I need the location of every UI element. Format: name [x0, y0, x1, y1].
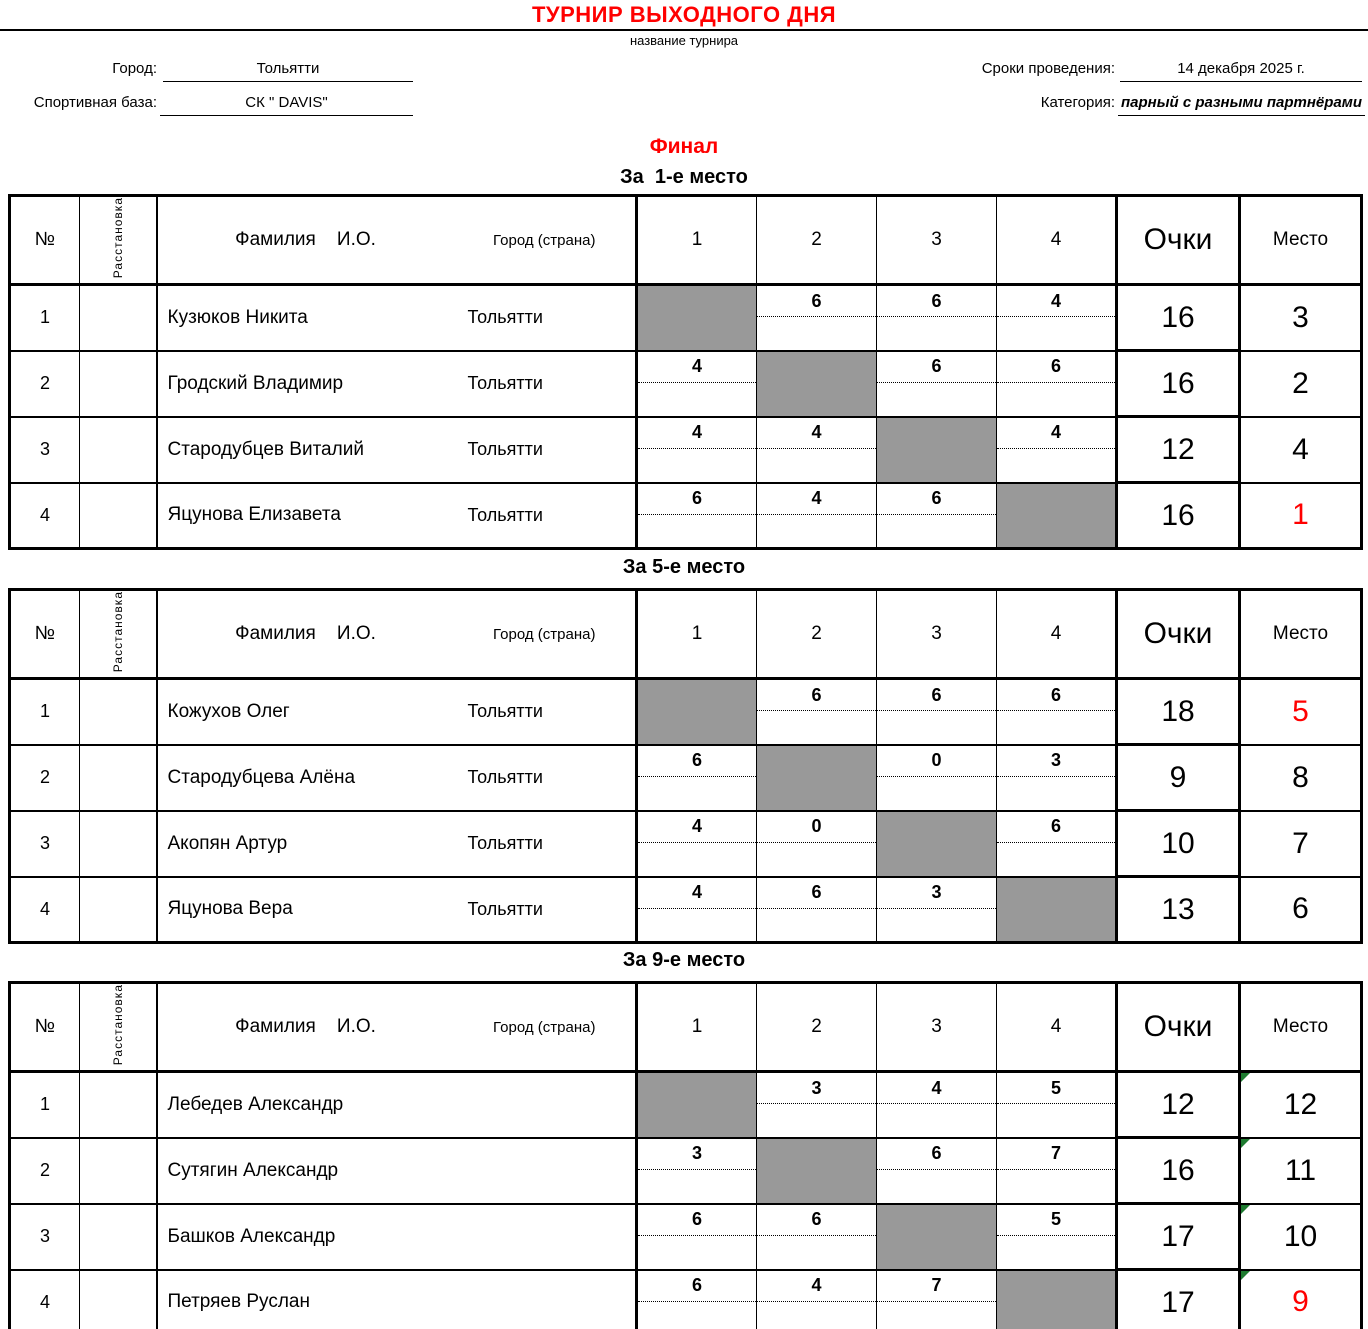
points-cell: 9 [1117, 745, 1240, 811]
diagonal-cell [757, 351, 877, 417]
diagonal-cell [997, 1270, 1117, 1329]
player-row [10, 417, 1362, 483]
place-cell [1240, 1270, 1362, 1329]
score-cell [757, 1072, 877, 1138]
player-name-cell [157, 285, 637, 351]
placement-cell [80, 1204, 157, 1270]
section-title-9th-place: За 9-е место [622, 949, 746, 971]
title-caption: название турнира [629, 33, 739, 48]
score-cell [757, 1204, 877, 1270]
player-name: Лебедев Александр [167, 1093, 344, 1115]
score-value: 4 [638, 352, 756, 383]
score-value: 3 [757, 1073, 876, 1104]
standings-table-9th-place [8, 981, 1363, 1329]
score-cell [637, 745, 757, 811]
score-value: 4 [997, 286, 1115, 317]
points-cell: 17 [1117, 1270, 1240, 1329]
score-cell [997, 1138, 1117, 1204]
score-cell [757, 811, 877, 877]
score-cell [637, 811, 757, 877]
dates-value: 14 декабря 2025 г. [1120, 57, 1362, 82]
player-name: Петряев Руслан [167, 1291, 310, 1313]
place-value: 6 [1292, 892, 1309, 926]
place-cell [1240, 1204, 1362, 1270]
place-value: 5 [1292, 694, 1309, 728]
diagonal-cell [997, 483, 1117, 549]
score-cell [997, 745, 1117, 811]
player-name: Гродский Владимир [167, 372, 344, 394]
score-value: 4 [757, 484, 876, 515]
table-header-row [10, 590, 1362, 679]
place-value: 3 [1292, 300, 1309, 334]
score-cell [637, 1270, 757, 1329]
score-value: 3 [638, 1139, 756, 1170]
section-title-1st-place: За 1-е место [620, 166, 748, 188]
points-cell: 16 [1117, 483, 1240, 549]
score-value: 4 [638, 812, 756, 843]
column-header-name [157, 590, 637, 679]
table-header-row [10, 196, 1362, 285]
player-name: Сутягин Александр [167, 1159, 339, 1181]
column-header-round-1: 1 [637, 590, 757, 679]
category-label: Категория: [1040, 94, 1115, 111]
score-value: 6 [997, 680, 1115, 711]
placement-cell [80, 679, 157, 745]
placement-cell [80, 417, 157, 483]
player-number-cell: 1 [10, 285, 80, 351]
name-header-label: Фамилия И.О. [235, 229, 376, 251]
column-header-number: № [10, 590, 80, 679]
column-header-points: Очки [1117, 196, 1240, 285]
column-header-round-3: 3 [877, 590, 997, 679]
placement-cell [80, 745, 157, 811]
player-number-cell: 1 [10, 1072, 80, 1138]
venue-value: СК " DAVIS" [160, 91, 413, 116]
placement-cell [80, 811, 157, 877]
player-row [10, 1204, 1362, 1270]
score-cell [877, 483, 997, 549]
player-city: Тольятти [467, 504, 543, 525]
player-city: Тольятти [467, 439, 543, 460]
column-header-name [157, 983, 637, 1072]
column-header-name [157, 196, 637, 285]
column-header-placement [80, 983, 157, 1072]
diagonal-cell [757, 1138, 877, 1204]
player-name: Башков Александр [167, 1225, 336, 1247]
score-value: 7 [877, 1271, 996, 1302]
player-number-cell: 2 [10, 745, 80, 811]
column-header-round-3: 3 [877, 983, 997, 1072]
player-name-cell [157, 811, 637, 877]
score-value: 4 [757, 418, 876, 449]
diagonal-cell [637, 1072, 757, 1138]
placement-cell [80, 483, 157, 549]
placement-vertical-label: Расстановка [110, 197, 125, 279]
place-value: 10 [1283, 1219, 1318, 1253]
standings-table-5th-place [8, 588, 1363, 944]
column-header-round-4: 4 [997, 590, 1117, 679]
score-cell [877, 351, 997, 417]
place-cell [1240, 745, 1362, 811]
place-value: 12 [1283, 1087, 1318, 1121]
column-header-number: № [10, 196, 80, 285]
player-row [10, 1138, 1362, 1204]
placement-cell [80, 1138, 157, 1204]
player-row [10, 351, 1362, 417]
score-cell [997, 1072, 1117, 1138]
points-cell: 12 [1117, 1072, 1240, 1138]
place-cell [1240, 285, 1362, 351]
score-value: 6 [877, 352, 996, 383]
player-city: Тольятти [467, 307, 543, 328]
score-value: 5 [997, 1073, 1115, 1104]
player-city: Тольятти [467, 898, 543, 919]
place-cell [1240, 1072, 1362, 1138]
player-name-cell [157, 679, 637, 745]
score-value: 6 [877, 484, 996, 515]
score-value: 0 [757, 812, 876, 843]
placement-cell [80, 877, 157, 943]
place-value: 9 [1292, 1285, 1309, 1319]
column-header-number: № [10, 983, 80, 1072]
player-name: Яцунова Елизавета [167, 504, 341, 526]
player-city: Тольятти [467, 833, 543, 854]
column-header-placement [80, 196, 157, 285]
place-value: 7 [1292, 826, 1309, 860]
column-header-round-3: 3 [877, 196, 997, 285]
player-name-cell [157, 1138, 637, 1204]
column-header-round-2: 2 [757, 590, 877, 679]
score-value: 4 [757, 1271, 876, 1302]
score-value: 0 [877, 746, 996, 777]
standings-table-1st-place [8, 194, 1363, 550]
score-cell [877, 745, 997, 811]
place-cell [1240, 877, 1362, 943]
score-cell [997, 285, 1117, 351]
table-header-row [10, 983, 1362, 1072]
category-value: парный с разными партнёрами [1118, 91, 1365, 116]
player-row [10, 679, 1362, 745]
score-value: 6 [757, 878, 876, 909]
place-value: 1 [1292, 498, 1309, 532]
score-value: 6 [997, 352, 1115, 383]
player-name: Кузюков Никита [167, 306, 308, 328]
diagonal-cell [637, 679, 757, 745]
score-cell [877, 1072, 997, 1138]
score-value: 3 [877, 878, 996, 909]
score-value: 6 [877, 286, 996, 317]
player-number-cell: 4 [10, 877, 80, 943]
name-header-label: Фамилия И.О. [235, 1016, 376, 1038]
section-title-5th-place: За 5-е место [622, 556, 746, 578]
placement-cell [80, 1072, 157, 1138]
score-value: 7 [997, 1139, 1115, 1170]
score-cell [757, 417, 877, 483]
player-city: Тольятти [467, 373, 543, 394]
column-header-points: Очки [1117, 590, 1240, 679]
city-value: Тольятти [163, 57, 413, 82]
score-value: 6 [638, 1205, 756, 1236]
player-name-cell [157, 417, 637, 483]
diagonal-cell [637, 285, 757, 351]
column-header-round-4: 4 [997, 983, 1117, 1072]
place-cell [1240, 351, 1362, 417]
player-name-cell [157, 483, 637, 549]
points-cell: 16 [1117, 285, 1240, 351]
score-cell [997, 417, 1117, 483]
score-value: 6 [997, 812, 1115, 843]
player-number-cell: 1 [10, 679, 80, 745]
column-header-place: Место [1240, 590, 1362, 679]
player-city: Тольятти [467, 767, 543, 788]
player-name: Стародубцева Алёна [167, 766, 356, 788]
score-value: 6 [877, 680, 996, 711]
column-header-points: Очки [1117, 983, 1240, 1072]
diagonal-cell [877, 1204, 997, 1270]
player-name-cell [157, 351, 637, 417]
place-value: 4 [1292, 432, 1309, 466]
points-cell: 10 [1117, 811, 1240, 877]
score-value: 4 [638, 878, 756, 909]
points-cell: 13 [1117, 877, 1240, 943]
score-cell [757, 1270, 877, 1329]
player-number-cell: 4 [10, 1270, 80, 1329]
player-city: Тольятти [467, 701, 543, 722]
placement-cell [80, 1270, 157, 1329]
score-cell [637, 417, 757, 483]
score-cell [997, 811, 1117, 877]
points-cell: 16 [1117, 351, 1240, 417]
player-name-cell [157, 877, 637, 943]
player-name-cell [157, 745, 637, 811]
score-cell [997, 1204, 1117, 1270]
player-row [10, 1072, 1362, 1138]
score-value: 6 [638, 484, 756, 515]
player-row [10, 285, 1362, 351]
place-value: 2 [1292, 366, 1309, 400]
score-cell [877, 679, 997, 745]
diagonal-cell [877, 417, 997, 483]
place-cell [1240, 417, 1362, 483]
corner-mark-icon [1241, 1205, 1250, 1214]
points-cell: 12 [1117, 417, 1240, 483]
player-name: Стародубцев Виталий [167, 438, 364, 460]
player-row [10, 745, 1362, 811]
player-name-cell [157, 1072, 637, 1138]
score-cell [877, 285, 997, 351]
player-name-cell [157, 1204, 637, 1270]
player-number-cell: 2 [10, 351, 80, 417]
score-value: 6 [757, 286, 876, 317]
score-cell [637, 483, 757, 549]
score-cell [757, 483, 877, 549]
place-cell [1240, 483, 1362, 549]
points-cell: 16 [1117, 1138, 1240, 1204]
score-value: 6 [638, 746, 756, 777]
diagonal-cell [997, 877, 1117, 943]
player-row [10, 811, 1362, 877]
score-value: 6 [638, 1271, 756, 1302]
points-cell: 18 [1117, 679, 1240, 745]
player-name-cell [157, 1270, 637, 1329]
player-number-cell: 3 [10, 811, 80, 877]
final-heading: Финал [649, 135, 719, 158]
diagonal-cell [877, 811, 997, 877]
score-cell [877, 877, 997, 943]
player-row [10, 877, 1362, 943]
player-number-cell: 3 [10, 1204, 80, 1270]
place-value: 11 [1284, 1153, 1317, 1187]
player-name: Кожухов Олег [167, 700, 290, 722]
score-cell [877, 1138, 997, 1204]
score-value: 6 [757, 1205, 876, 1236]
city-header-label: Город (страна) [493, 625, 596, 643]
score-cell [757, 679, 877, 745]
column-header-round-2: 2 [757, 196, 877, 285]
score-value: 4 [877, 1073, 996, 1104]
score-value: 3 [997, 746, 1115, 777]
placement-vertical-label: Расстановка [110, 984, 125, 1066]
column-header-place: Место [1240, 983, 1362, 1072]
corner-mark-icon [1241, 1073, 1250, 1082]
venue-label: Спортивная база: [33, 94, 157, 111]
city-label: Город: [112, 60, 157, 77]
player-row [10, 1270, 1362, 1329]
corner-mark-icon [1241, 1139, 1250, 1148]
dates-label: Сроки проведения: [981, 60, 1115, 77]
score-cell [877, 1270, 997, 1329]
city-header-label: Город (страна) [493, 231, 596, 249]
player-number-cell: 3 [10, 417, 80, 483]
place-cell [1240, 679, 1362, 745]
score-value: 5 [997, 1205, 1115, 1236]
score-value: 6 [757, 680, 876, 711]
title-underline-rule [0, 29, 1368, 31]
score-cell [637, 351, 757, 417]
column-header-placement [80, 590, 157, 679]
score-cell [997, 679, 1117, 745]
player-number-cell: 2 [10, 1138, 80, 1204]
column-header-round-2: 2 [757, 983, 877, 1072]
score-value: 4 [997, 418, 1115, 449]
score-cell [757, 877, 877, 943]
diagonal-cell [757, 745, 877, 811]
player-name: Яцунова Вера [167, 898, 293, 920]
score-value: 6 [877, 1139, 996, 1170]
player-name: Акопян Артур [167, 832, 288, 854]
corner-mark-icon [1241, 1271, 1250, 1280]
place-cell [1240, 811, 1362, 877]
city-header-label: Город (страна) [493, 1018, 596, 1036]
place-cell [1240, 1138, 1362, 1204]
placement-cell [80, 351, 157, 417]
score-cell [997, 351, 1117, 417]
placement-cell [80, 285, 157, 351]
placement-vertical-label: Расстановка [110, 591, 125, 673]
points-cell: 17 [1117, 1204, 1240, 1270]
score-cell [637, 1138, 757, 1204]
column-header-round-1: 1 [637, 983, 757, 1072]
column-header-round-4: 4 [997, 196, 1117, 285]
score-cell [637, 877, 757, 943]
column-header-round-1: 1 [637, 196, 757, 285]
place-value: 8 [1292, 760, 1309, 794]
column-header-place: Место [1240, 196, 1362, 285]
player-number-cell: 4 [10, 483, 80, 549]
score-cell [637, 1204, 757, 1270]
page-title: ТУРНИР ВЫХОДНОГО ДНЯ [531, 2, 837, 27]
score-value: 4 [638, 418, 756, 449]
player-row [10, 483, 1362, 549]
score-cell [757, 285, 877, 351]
name-header-label: Фамилия И.О. [235, 623, 376, 645]
